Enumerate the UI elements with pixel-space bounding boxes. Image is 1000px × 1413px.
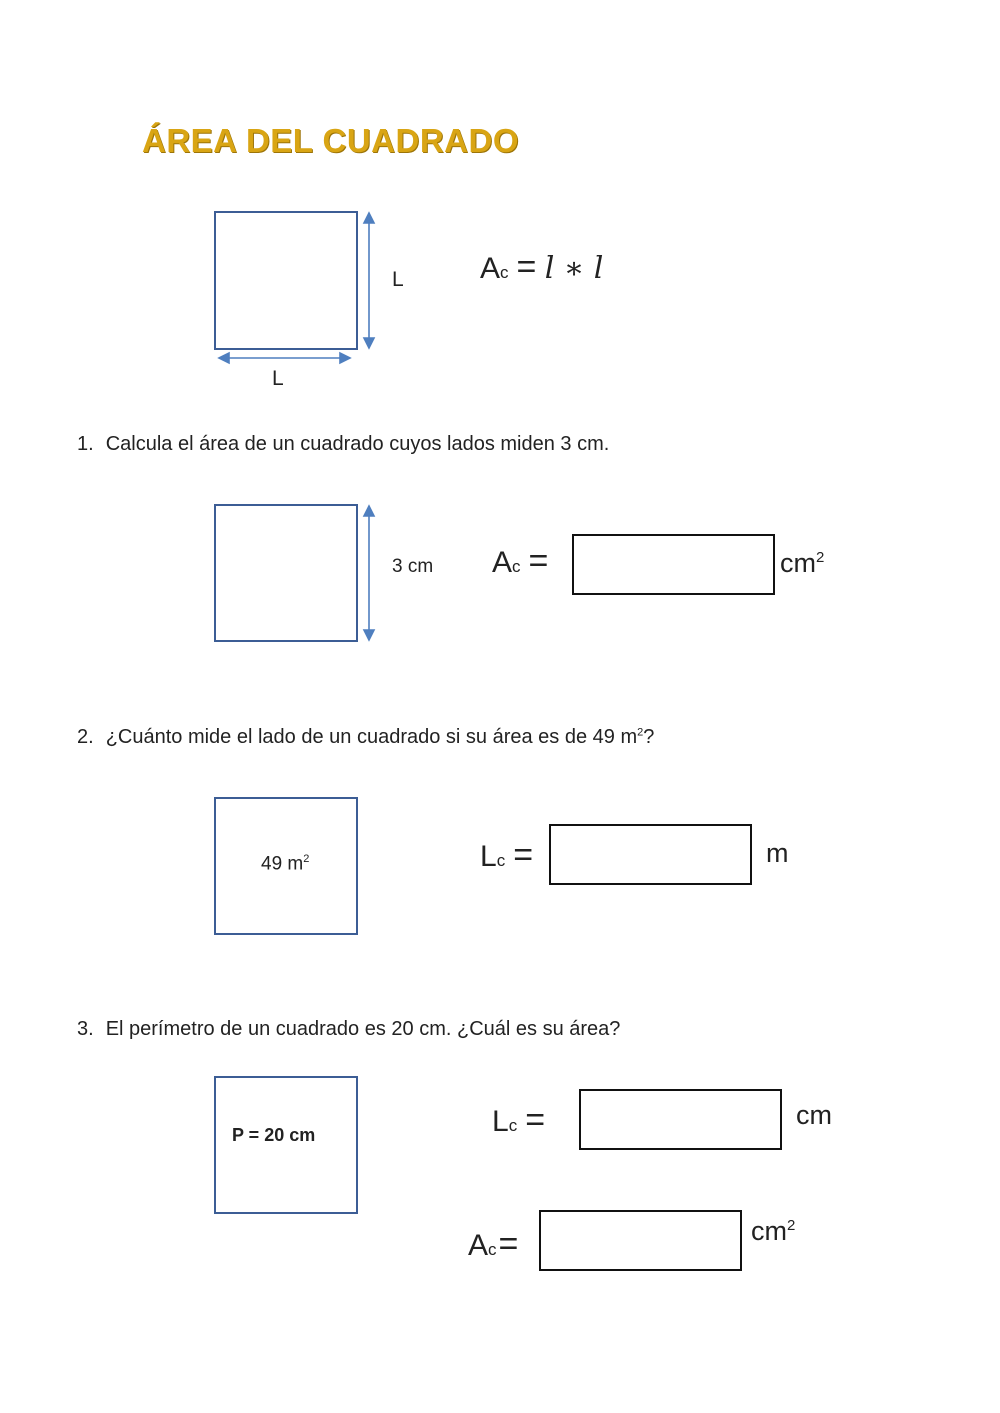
q3-area-lhs: A [468,1229,489,1262]
q3-area-answer-input[interactable] [539,1210,742,1271]
q3-side-unit: cm [796,1100,832,1130]
q1-unit [780,548,824,579]
q2-eq: = [513,836,534,874]
formula-sub: c [500,263,509,282]
question-1-text: Calcula el área de un cuadrado cuyos lados miden 3 cm. [105,433,610,455]
q3-side-answer-input[interactable] [579,1089,782,1150]
q3-area-unit-exp: 2 [787,1217,796,1234]
q1-unit-text: cm [780,548,816,578]
q1-formula [492,542,548,581]
intro-side-label-bottom: L [272,367,284,390]
q3-area-sub: c [488,1240,497,1259]
q2-inside-value [261,853,309,875]
question-2 [77,726,654,749]
q2-formula [480,836,533,875]
q1-sub: c [512,557,521,576]
q3-inside-value: P = 20 cm [232,1125,316,1145]
question-3-text: El perímetro de un cuadrado es 20 cm. ¿Cuál es su área? [105,1018,621,1040]
q1-unit-exp: 2 [816,549,825,566]
q3-side-sub: c [508,1116,518,1135]
formula-eq: = [516,248,537,286]
q1-answer-input[interactable] [572,534,775,595]
intro-side-label-right: L [392,268,404,291]
question-2-exp: 2 [637,726,644,739]
q3-side-formula [492,1101,545,1140]
q1-lhs: A [492,546,513,579]
q3-area-unit-text: cm [751,1216,787,1246]
formula-lhs: A [480,252,501,285]
q3-area-formula [468,1225,518,1264]
question-2-text: ¿Cuánto mide el lado de un cuadrado si su área es de 49 m [105,726,638,748]
q2-answer-input[interactable] [549,824,752,885]
question-1-number: 1. [77,433,94,455]
q2-lhs: L [480,840,497,873]
q3-area-eq: = [498,1225,519,1263]
q3-side-eq: = [525,1101,546,1139]
q1-eq: = [528,542,549,580]
formula-rhs: l ∗ l [544,251,604,286]
question-3 [77,1018,620,1041]
q3-side-lhs: L [492,1105,509,1138]
q2-sub: c [496,851,506,870]
question-3-number: 3. [77,1018,94,1040]
question-2-number: 2. [77,726,94,748]
q2-inside-text: 49 m [261,853,304,875]
q2-inside-exp: 2 [303,853,310,865]
page-title: ÁREA DEL CUADRADO [142,122,520,159]
question-2-end: ? [643,726,655,748]
q1-side-label: 3 cm [392,556,434,577]
q2-unit: m [766,838,789,868]
q3-area-unit [751,1216,795,1247]
